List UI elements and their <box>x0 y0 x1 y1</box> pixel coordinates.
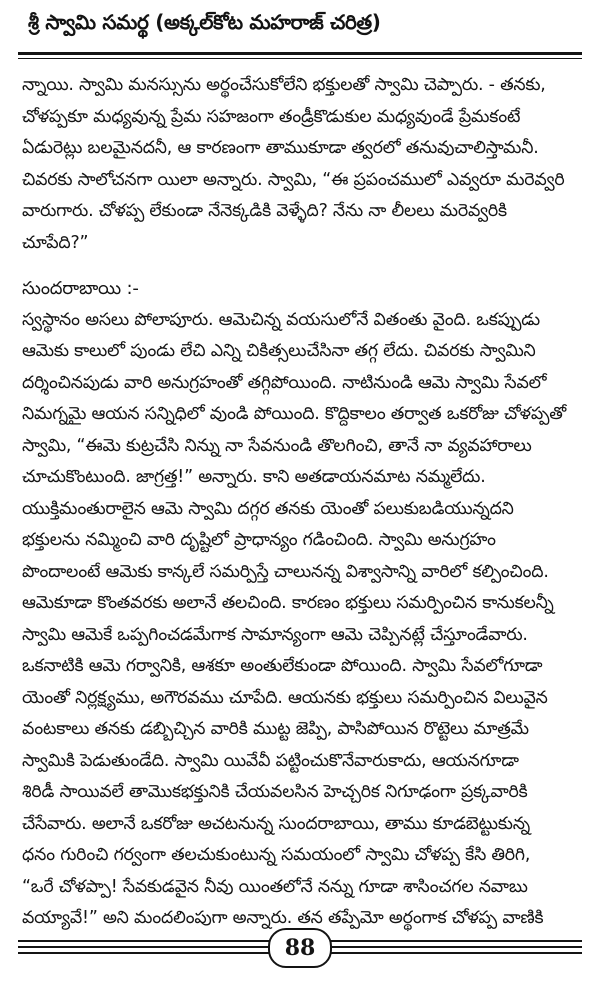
header-title: శ్రీ స్వామి సమర్థ (అక్కల్‌కోట మహరాజ్ చరిత్ర) <box>28 10 381 34</box>
text-line: యుక్తిమంతురాలైన ఆమె స్వామి దగ్గర తనకు యెంతో పలుకుబడియున్నదని <box>22 498 514 519</box>
text-line: యెంతో నిర్లక్ష్యము, అగౌరవము చూపేది. ఆయనకు భక్తులు సమర్పించిన విలువైన <box>22 687 548 708</box>
text-line: ఆమెకు కాలులో పుండు లేచి ఎన్ని చికిత్సలుచేసినా తగ్గ లేదు. చివరకు స్వామిని <box>22 341 536 361</box>
text-line: చోళప్పకూ మధ్యవున్న ప్రేమ సహజంగా తండ్రీకొడుకుల మధ్యవుండే ప్రేమకంటే <box>22 106 521 127</box>
text-line: స్వామి ఆమెకే ఒప్పగించడమేగాక సామాన్యంగా ఆమె చెప్పినట్లే చేస్తూండేవారు. <box>22 624 528 645</box>
text-line: చేసేవారు. అలానే ఒకరోజు అచటనున్న సుందరాబాయి, తాము కూడబెట్టుకున్న <box>22 813 530 834</box>
text-line: స్వామి, “ఈమె కుట్రచేసి నిన్ను నా సేవనుండి తొలగించి, తానే నా వ్యవహారాలు <box>22 435 532 456</box>
text-line: ఏడురెట్లు బలమైనదనీ, ఆ కారణంగా తాముకూడా త్వరలో తనువుచాలిస్తామనీ. <box>22 138 539 158</box>
text-line: పొందాలంటే ఆమెకు కాన్కలే సమర్పిస్తే చాలునన్న విశ్వాసాన్ని వారిలో కల్పించింది. <box>22 561 549 582</box>
intro-paragraph <box>22 70 578 259</box>
page-footer <box>18 928 582 968</box>
page-number-badge <box>268 928 332 968</box>
text-line: దర్శించినపుడు వారి అనుగ్రహంతో తగ్గిపోయింది. నాటినుండి ఆమె స్వామి సేవలో <box>22 372 547 393</box>
body-text <box>22 70 578 935</box>
text-line: ధనం గురించి గర్వంగా తలచుకుంటున్న సమయంలో స్వామి చోళప్ప కేసి తిరిగి, <box>22 845 531 865</box>
section-heading: సుందరాబాయి :- <box>22 278 139 299</box>
text-line: స్వస్థానం అసలు పోలాపూరు. ఆమెచిన్న వయసులోనే వితంతు వైంది. ఒకప్పుడు <box>22 309 540 330</box>
text-line: నిమగ్నమై ఆయన సన్నిధిలో వుండి పోయింది. కొద్దికాలం తర్వాత ఒకరోజు చోళప్పతో <box>22 404 567 424</box>
section-heading-block <box>22 273 578 305</box>
text-line: చివరకు సాలోచనగా యిలా అన్నారు. స్వామి, “ఈ ప్రపంచములో ఎవ్వరూ మరెవ్వరి <box>22 169 565 190</box>
header-rule-thin <box>18 58 582 59</box>
text-line: వారుగారు. చోళప్ప లేకుండా నేనెక్కడికి వెళ్ళేది? నేను నా లీలలు మరెవ్వరికి <box>22 201 507 221</box>
text-line: చూచుకొంటుంది. జాగ్రత్త!” అన్నారు. కాని అతడాయనమాట నమ్మలేదు. <box>22 467 486 487</box>
text-line: శిరిడీ సాయివలే తామొకభక్తునికి చేయవలసిన హెచ్చరిక నిగూఢంగా ప్రక్కవారికి <box>22 782 528 802</box>
text-line: ఒకనాటికి ఆమె గర్వానికి, ఆశకూ అంతులేకుండా పోయింది. స్వామి సేవలోగూడా <box>22 656 543 676</box>
running-header <box>18 4 582 48</box>
page-number: 88 <box>284 935 316 961</box>
text-line: ఆమెకూడా కొంతవరకు అలానే తలచింది. కారణం భక్తులు సమర్పించిన కానుకలన్నీ <box>22 593 554 613</box>
text-line: “ఒరే చోళప్పా! సేవకుడవైన నీవు యింతలోనే నన్ను గూడా శాసించగల నవాబు <box>22 876 528 897</box>
text-line: వయ్యావే!” అని మందలింపుగా అన్నారు. తన తప్పేమో అర్థంగాక చోళప్ప వాణికి <box>22 908 544 928</box>
section-paragraph <box>22 305 578 935</box>
header-rule-thick <box>18 52 582 55</box>
text-line: భక్తులను నమ్మించి వారి దృష్టిలో ప్రాధాన్యం గడించింది. స్వామి అనుగ్రహం <box>22 530 496 550</box>
text-line: వంటకాలు తనకు డబ్బిచ్చిన వారికి ముట్ట జెప్పి, పాసిపోయిన రొట్టెలు మాత్రమే <box>22 719 529 739</box>
text-line: స్వామికి పెడుతుండేది. స్వామి యివేవీ పట్టించుకొనేవారుకాదు, ఆయనగూడా <box>22 750 519 771</box>
text-line: న్నాయి. స్వామి మనస్సును అర్థంచేసుకోలేని భక్తులతో స్వామి చెప్పారు. - తనకు, <box>22 75 546 95</box>
text-line: చూపేది?” <box>22 232 89 253</box>
